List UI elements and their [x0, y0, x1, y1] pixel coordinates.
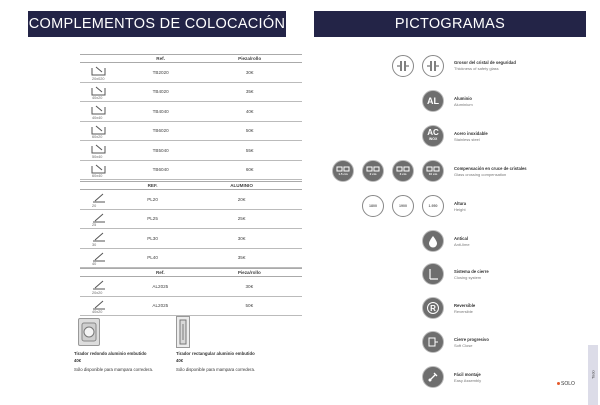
table-row — [80, 102, 302, 122]
price-cell: 25€ — [181, 209, 302, 229]
profile-size: 50x40 — [92, 154, 103, 159]
profile-size: 40x20 — [92, 310, 103, 314]
price-cell: 50€ — [197, 121, 302, 141]
pictogram-label: Cierre progresivo — [454, 337, 489, 342]
pictogram-sub: Stainless steel — [454, 137, 480, 142]
icon-col-header — [80, 55, 124, 63]
price-cell: 55€ — [197, 141, 302, 161]
price-cell: 30€ — [181, 229, 302, 249]
height-icon: 1800 — [362, 195, 384, 217]
accessory-price: 40€ — [176, 358, 184, 363]
table-row — [80, 82, 302, 102]
pictogram-sub: Closing system — [454, 275, 482, 280]
pictogram-label: Compensación en cruce de cristales — [454, 166, 527, 171]
pictogram-sub: Thickness of safety glass — [454, 66, 499, 71]
price-header: Pieza/rollo — [197, 269, 302, 277]
table-row — [80, 121, 302, 141]
glass-thickness-icon — [392, 55, 414, 77]
profile-size: 30 — [92, 242, 97, 247]
height-icon: 1900 — [392, 195, 414, 217]
ref-cell: PL30 — [124, 229, 181, 249]
glass-thickness-icon — [422, 55, 444, 77]
ref-cell: PL25 — [124, 209, 181, 229]
ref-header: Ref. — [124, 269, 197, 277]
ref-cell: TB6020 — [124, 121, 197, 141]
profile-table — [80, 54, 302, 180]
profile-cell — [80, 277, 124, 297]
round-handle-image — [78, 318, 100, 346]
pictogram-label: Acero inoxidable — [454, 131, 488, 136]
price-cell: 35€ — [181, 248, 302, 268]
price-cell: 30€ — [197, 63, 302, 83]
compensation-icon: 3 cm — [392, 160, 414, 182]
accessory-note: Sólo disponible para mampara corredera. — [176, 367, 256, 372]
price-header: Pieza/rollo — [197, 55, 302, 63]
accessory-price: 40€ — [74, 358, 82, 363]
round-handle-icon — [80, 321, 98, 343]
ref-cell: TB4020 — [124, 82, 197, 102]
compensation-icon: 10 cm — [422, 160, 444, 182]
profile-cell — [80, 82, 124, 102]
profile-size: 40x20 — [92, 96, 103, 100]
table-row — [80, 248, 302, 268]
profile-cell — [80, 296, 124, 316]
rect-handle-icon — [179, 319, 187, 345]
table-row — [80, 190, 302, 210]
price-cell: 50€ — [197, 296, 302, 316]
ref-cell: PL20 — [124, 190, 181, 210]
aluminium-table — [80, 181, 302, 268]
icon-col-header — [80, 269, 124, 277]
price-cell: 40€ — [197, 102, 302, 122]
brand-logo — [553, 381, 579, 395]
ref-cell: TB5040 — [124, 141, 197, 161]
profile-cell — [80, 209, 124, 229]
pictogram-label: Altura — [454, 201, 467, 206]
pictogram-sub: Aluminium — [454, 102, 473, 107]
page-title: COMPLEMENTOS DE COLOCACIÓN — [28, 11, 286, 37]
table-row — [80, 63, 302, 83]
table-row — [80, 209, 302, 229]
pictogram-label: Reversible — [454, 303, 476, 308]
pictogram-label: Fácil montaje — [454, 372, 481, 377]
profile-size: 20x20 — [92, 290, 103, 295]
profile-cell — [80, 121, 124, 141]
profile-cell — [80, 248, 124, 268]
price-cell: 60€ — [197, 160, 302, 180]
table-row — [80, 296, 302, 316]
easy-assembly-icon — [422, 366, 444, 388]
profile-cell — [80, 160, 124, 180]
right-page — [300, 0, 600, 405]
accessory-note: Sólo disponible para mampara corredera. — [74, 367, 154, 372]
table-row — [80, 160, 302, 180]
ref-header: REF. — [124, 182, 181, 190]
profile-cell — [80, 63, 124, 83]
pictogram-sub: Glass crossing compensation — [454, 172, 507, 177]
ref-cell: AL2025 — [124, 296, 197, 316]
side-tab: Todo — [588, 345, 598, 405]
accessory-name: Tirador rectangular aluminio embutido — [176, 351, 255, 356]
profile-size: 60x40 — [92, 174, 103, 178]
profile-cell — [80, 229, 124, 249]
compensation-icon: 1.5 cm — [332, 160, 354, 182]
icon-col-header — [80, 182, 124, 190]
corner-table — [80, 268, 302, 316]
price-cell: 35€ — [197, 82, 302, 102]
profile-size: 40x40 — [92, 115, 103, 120]
pictogram-label: Grosor del cristal de seguridad — [454, 60, 516, 65]
ac-text: AC — [427, 128, 439, 137]
price-cell: 20€ — [181, 190, 302, 210]
pictogram-label: Antical — [454, 236, 468, 241]
profile-cell — [80, 102, 124, 122]
table-row — [80, 277, 302, 297]
ref-cell: AL2025 — [124, 277, 197, 297]
reversible-icon — [422, 297, 444, 319]
pictogram-sub: Height — [454, 207, 466, 212]
anti-lime-icon — [422, 230, 444, 252]
aluminium-header: ALUMINIO — [181, 182, 302, 190]
accessory-name: Tirador redondo aluminio embutido — [74, 351, 147, 356]
table-row — [80, 229, 302, 249]
table-row — [80, 141, 302, 161]
profile-size: 60x20 — [92, 135, 103, 139]
soft-close-icon — [422, 331, 444, 353]
profile-size: 20x020 — [92, 76, 105, 81]
stainless-steel-icon — [422, 125, 444, 147]
pictogram-label: Aluminio — [454, 96, 472, 101]
price-cell: 30€ — [197, 277, 302, 297]
rect-handle-image — [176, 316, 190, 348]
inox-text: INOX — [428, 137, 438, 141]
profile-cell — [80, 190, 124, 210]
profile-size: 40 — [92, 262, 97, 266]
brand-logo-text: SOLO — [561, 381, 575, 387]
reversible-letter: R — [427, 302, 439, 314]
profile-size: 20 — [92, 203, 97, 208]
closing-system-icon — [422, 263, 444, 285]
compensation-icon: 2 cm — [362, 160, 384, 182]
height-icon: 1.950 — [422, 195, 444, 217]
page-title: PICTOGRAMAS — [314, 11, 586, 37]
pictogram-sub: Reversible — [454, 309, 473, 314]
ref-cell: TB4040 — [124, 102, 197, 122]
ref-cell: TB6040 — [124, 160, 197, 180]
ref-cell: TB2020 — [124, 63, 197, 83]
profile-size: 25 — [92, 223, 97, 227]
pictogram-sub: Easy Assembly — [454, 378, 482, 383]
ref-cell: PL40 — [124, 248, 181, 268]
pictogram-sub: Anti-lime — [454, 242, 470, 247]
aluminium-icon: AL — [422, 90, 444, 112]
pictogram-sub: Soft Close — [454, 343, 473, 348]
profile-cell — [80, 141, 124, 161]
ref-header: Ref. — [124, 55, 197, 63]
pictogram-label: Sistema de cierre — [454, 269, 489, 274]
